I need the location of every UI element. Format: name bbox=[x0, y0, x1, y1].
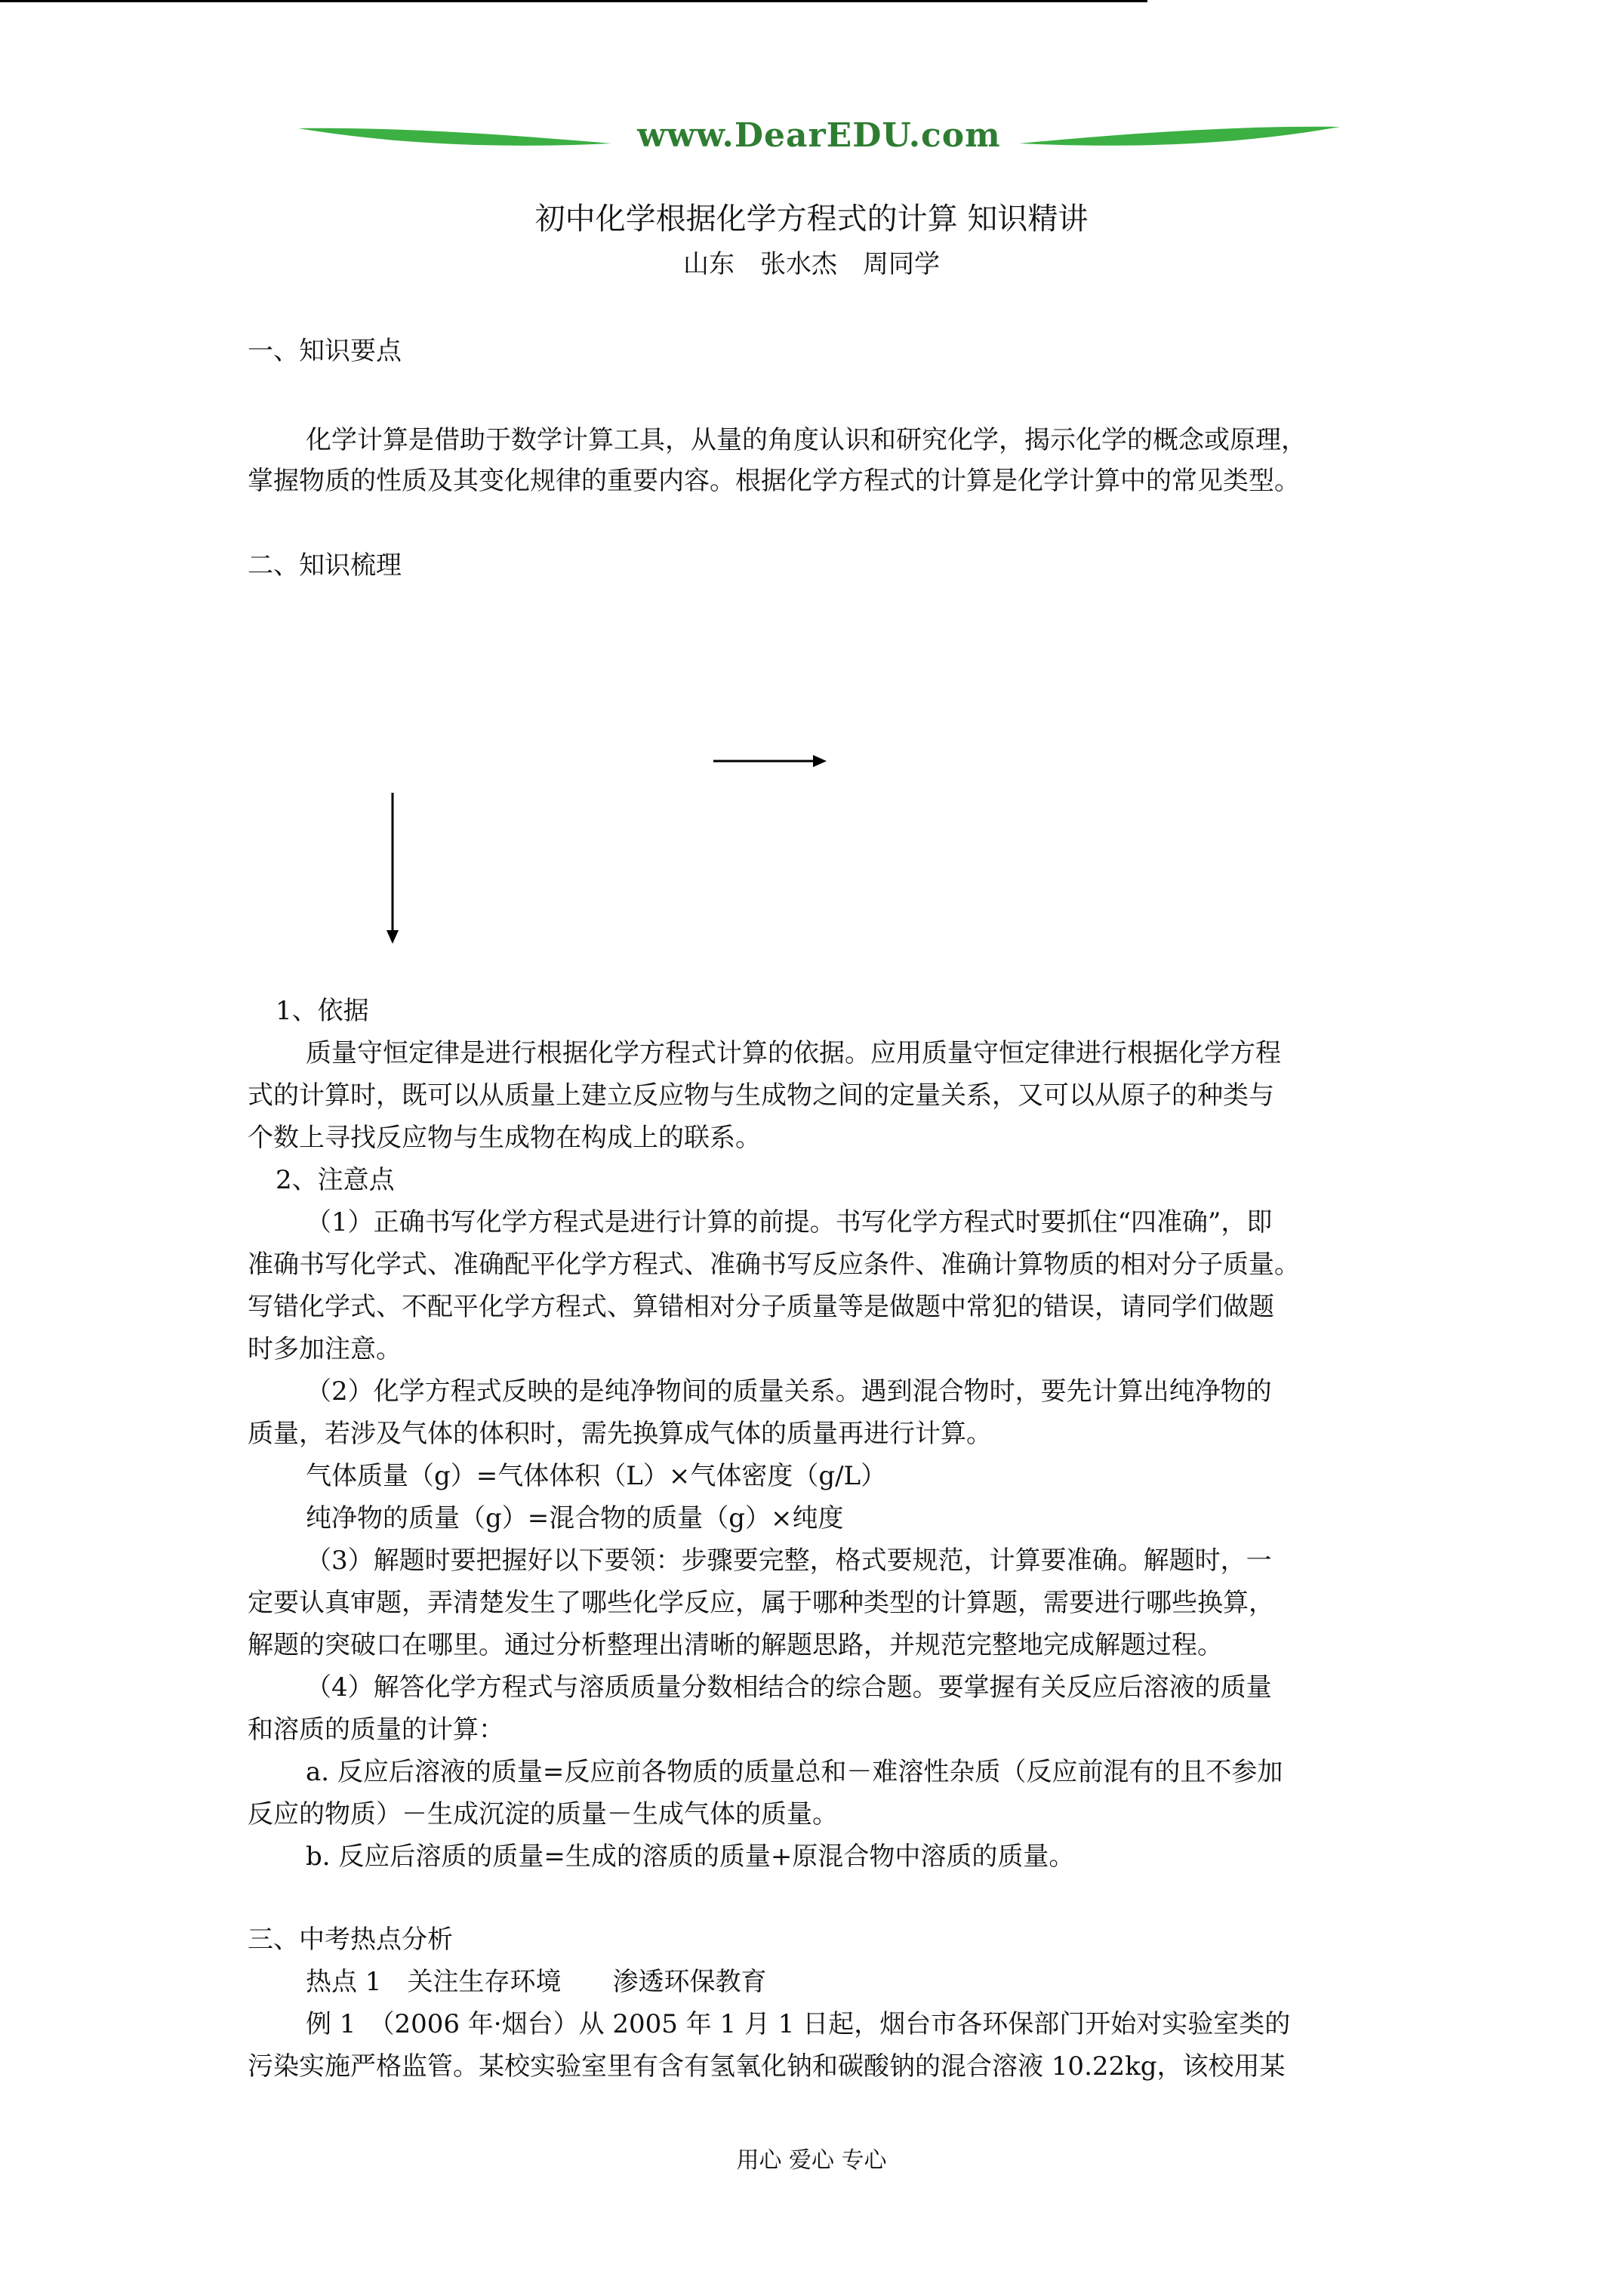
page-title: 初中化学根据化学方程式的计算 知识精讲 bbox=[534, 202, 1089, 236]
point1-line: 准确书写化学式、准确配平化学方程式、准确书写反应条件、准确计算物质的相对分子质量。 bbox=[248, 1250, 1300, 1280]
section1-heading: 一、知识要点 bbox=[248, 336, 402, 366]
item1-line: 个数上寻找反应物与生成物在构成上的联系。 bbox=[248, 1123, 761, 1153]
section1-para-line: 化学计算是借助于数学计算工具，从量的角度认识和研究化学，揭示化学的概念或原理， bbox=[306, 425, 1307, 455]
point2-line: （2）化学方程式反映的是纯净物间的质量关系。遇到混合物时，要先计算出纯净物的 bbox=[306, 1376, 1272, 1407]
point4-line: （4）解答化学方程式与溶质质量分数相结合的综合题。要掌握有关反应后溶液的质量 bbox=[306, 1672, 1272, 1703]
hotspot-title: 热点 1 关注生存环境 渗透环保教育 bbox=[306, 1967, 767, 1997]
point1-line: 写错化学式、不配平化学方程式、算错相对分子质量等是做题中常犯的错误，请同学们做题 bbox=[248, 1292, 1274, 1322]
point3-line: 解题的突破口在哪里。通过分析整理出清晰的解题思路，并规范完整地完成解题过程。 bbox=[248, 1630, 1223, 1660]
arrow-right-icon bbox=[713, 750, 827, 772]
point1-line: （1）正确书写化学方程式是进行计算的前提。书写化学方程式时要抓住“四准确”，即 bbox=[306, 1207, 1273, 1237]
section2-heading: 二、知识梳理 bbox=[248, 550, 402, 581]
point1-line: 时多加注意。 bbox=[248, 1334, 402, 1364]
formula-gas-mass: 气体质量（g）=气体体积（L）×气体密度（g/L） bbox=[306, 1461, 887, 1491]
point2-line: 质量，若涉及气体的体积时，需先换算成气体的质量再进行计算。 bbox=[248, 1419, 992, 1449]
header-divider bbox=[0, 0, 1147, 2]
header-logo bbox=[294, 113, 1344, 159]
point3-line: 定要认真审题，弄清楚发生了哪些化学反应，属于哪种类型的计算题，需要进行哪些换算， bbox=[248, 1588, 1274, 1618]
formula-a-line: a. 反应后溶液的质量=反应前各物质的质量总和－难溶性杂质（反应前混有的且不参加 bbox=[306, 1757, 1283, 1787]
logo-text: www.DearEDU.com bbox=[637, 116, 1001, 155]
item1-heading: 1、依据 bbox=[276, 996, 369, 1026]
formula-b-line: b. 反应后溶质的质量=生成的溶质的质量+原混合物中溶质的质量。 bbox=[306, 1841, 1075, 1872]
section3-heading: 三、中考热点分析 bbox=[248, 1925, 453, 1955]
formula-a-line: 反应的物质）－生成沉淀的质量－生成气体的质量。 bbox=[248, 1799, 838, 1829]
point3-line: （3）解题时要把握好以下要领：步骤要完整，格式要规范，计算要准确。解题时，一 bbox=[306, 1546, 1272, 1576]
formula-pure-mass: 纯净物的质量（g）=混合物的质量（g）×纯度 bbox=[306, 1503, 844, 1533]
arrow-down-icon bbox=[381, 793, 404, 944]
item2-heading: 2、注意点 bbox=[276, 1165, 395, 1195]
page-footer: 用心 爱心 专心 bbox=[736, 2147, 887, 2174]
example-line: 例 1 （2006 年·烟台）从 2005 年 1 月 1 日起，烟台市各环保部门开始对实验室类的 bbox=[306, 2009, 1291, 2039]
section1-para-line: 掌握物质的性质及其变化规律的重要内容。根据化学方程式的计算是化学计算中的常见类型。 bbox=[248, 466, 1300, 496]
item1-line: 式的计算时，既可以从质量上建立反应物与生成物之间的定量关系，又可以从原子的种类与 bbox=[248, 1080, 1274, 1111]
authors: 山东 张水杰 周同学 bbox=[683, 249, 940, 279]
example-line: 污染实施严格监管。某校实验室里有含有氢氧化钠和碳酸钠的混合溶液 10.22kg，该校用某 bbox=[248, 2051, 1286, 2082]
point4-line: 和溶质的质量的计算： bbox=[248, 1715, 504, 1745]
item1-line: 质量守恒定律是进行根据化学方程式计算的依据。应用质量守恒定律进行根据化学方程 bbox=[306, 1038, 1281, 1068]
